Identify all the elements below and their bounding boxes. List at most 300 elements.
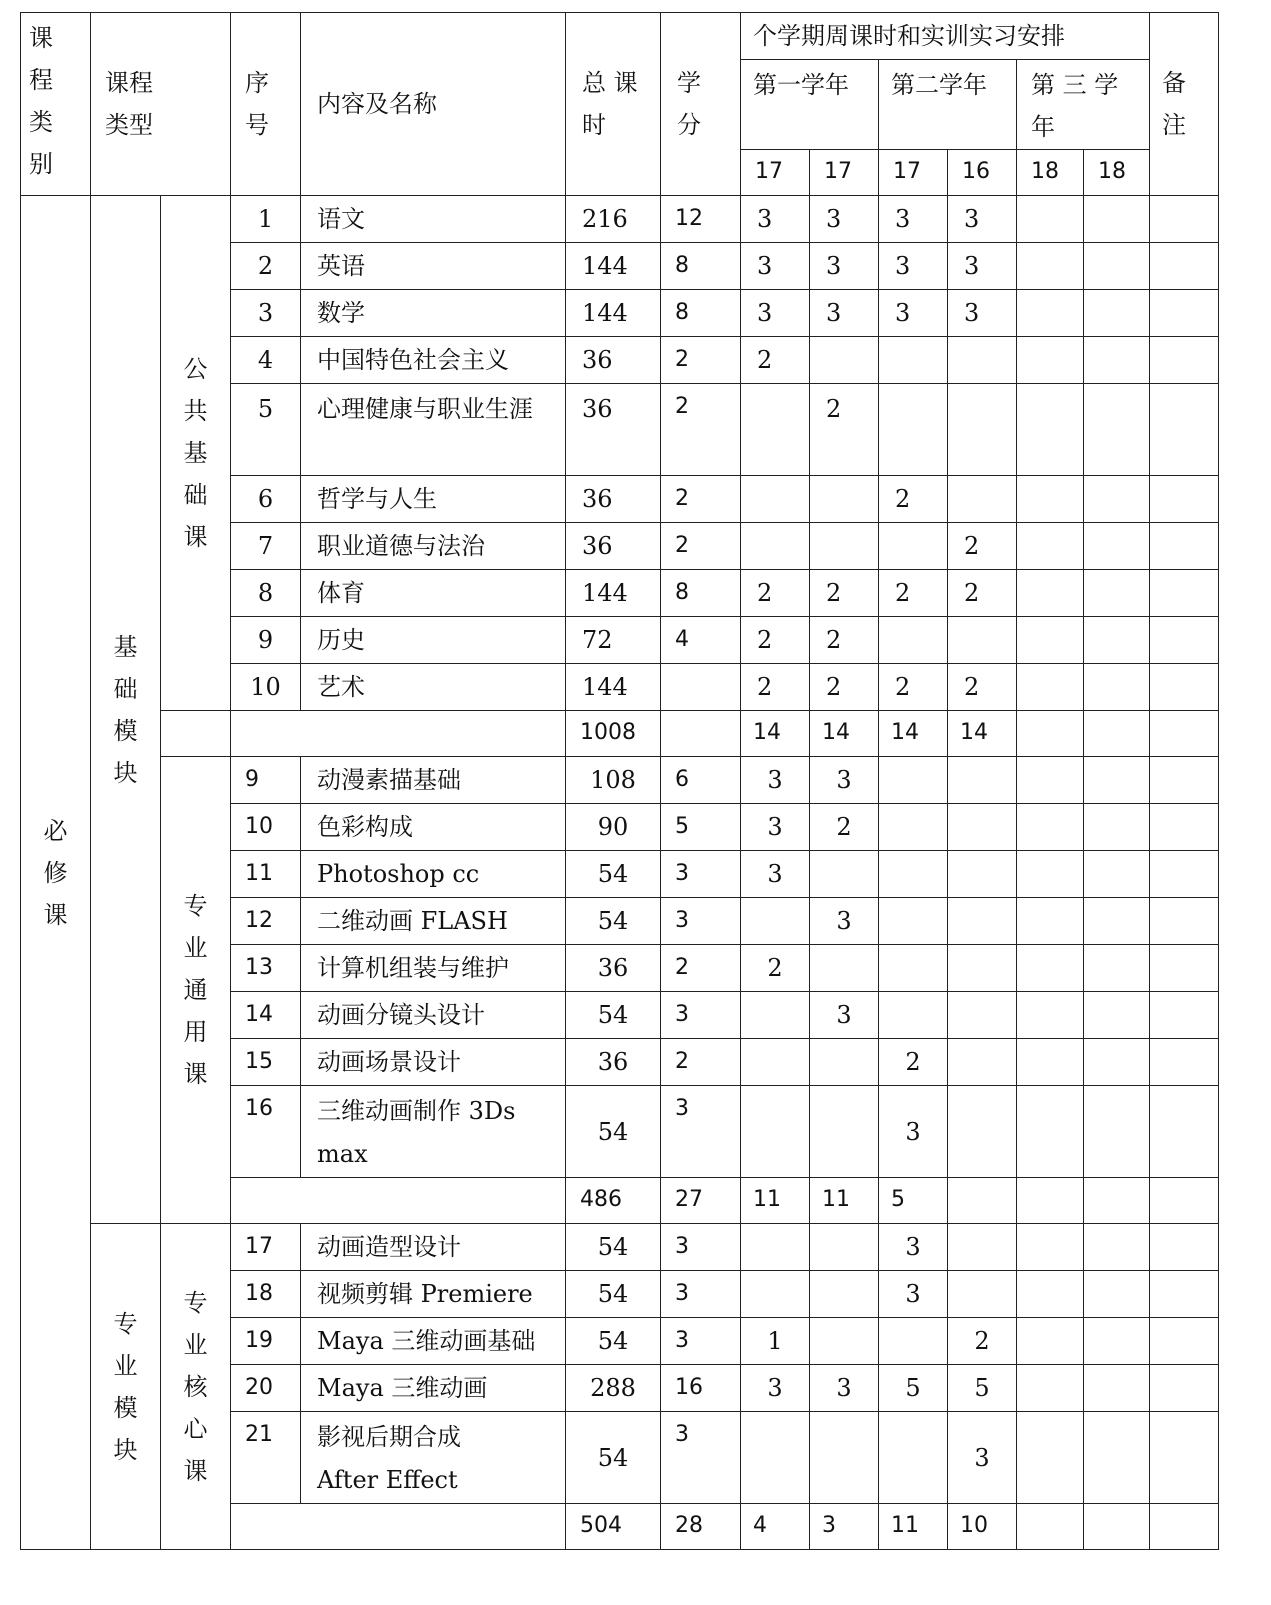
course-remarks <box>1150 804 1219 851</box>
course-name: 动画场景设计 <box>301 1039 566 1086</box>
course-row <box>21 196 1219 243</box>
semester-hours-4 <box>948 851 1017 898</box>
semester-hours-3 <box>879 1412 948 1504</box>
semester-hours-2 <box>810 1224 879 1271</box>
course-remarks <box>1150 570 1219 617</box>
semester-hours-2 <box>810 851 879 898</box>
subtotal-hours: 1008 <box>566 711 661 757</box>
course-remarks <box>1150 1365 1219 1412</box>
course-total-hours: 54 <box>566 1224 661 1271</box>
course-remarks <box>1150 851 1219 898</box>
required-course-label: 必 修 课 <box>21 196 91 1550</box>
semester-hours-4 <box>948 898 1017 945</box>
subtotal-semester-3: 14 <box>879 711 948 757</box>
header-year-2: 第二学年 <box>879 60 1017 150</box>
subtotal-semester-3: 5 <box>879 1178 948 1224</box>
semester-hours-6 <box>1084 1271 1150 1318</box>
course-credits: 4 <box>661 617 741 664</box>
subtotal-credits: 27 <box>661 1178 741 1224</box>
course-total-hours: 36 <box>566 384 661 476</box>
semester-hours-6 <box>1084 1412 1150 1504</box>
semester-hours-2: 2 <box>810 384 879 476</box>
semester-hours-4: 2 <box>948 570 1017 617</box>
course-seq: 9 <box>231 617 301 664</box>
semester-hours-6 <box>1084 664 1150 711</box>
course-name: 动画造型设计 <box>301 1224 566 1271</box>
course-seq: 7 <box>231 523 301 570</box>
course-seq: 13 <box>231 945 301 992</box>
course-name: Photoshop cc <box>301 851 566 898</box>
course-credits: 3 <box>661 851 741 898</box>
course-seq: 2 <box>231 243 301 290</box>
semester-hours-6 <box>1084 476 1150 523</box>
course-total-hours: 54 <box>566 1271 661 1318</box>
course-credits <box>661 664 741 711</box>
course-name: 体育 <box>301 570 566 617</box>
course-credits: 3 <box>661 1086 741 1178</box>
course-seq: 16 <box>231 1086 301 1178</box>
course-seq: 20 <box>231 1365 301 1412</box>
course-remarks <box>1150 384 1219 476</box>
semester-hours-1: 2 <box>741 617 810 664</box>
semester-hours-4 <box>948 1271 1017 1318</box>
semester-hours-5 <box>1017 1086 1084 1178</box>
semester-hours-5 <box>1017 1271 1084 1318</box>
semester-hours-3 <box>879 992 948 1039</box>
course-credits: 16 <box>661 1365 741 1412</box>
semester-hours-4 <box>948 1039 1017 1086</box>
header-seq: 序 号 <box>231 13 301 196</box>
semester-hours-1: 3 <box>741 243 810 290</box>
semester-hours-5 <box>1017 617 1084 664</box>
semester-hours-4 <box>948 1224 1017 1271</box>
course-total-hours: 72 <box>566 617 661 664</box>
course-remarks <box>1150 243 1219 290</box>
semester-hours-3 <box>879 1318 948 1365</box>
semester-hours-6 <box>1084 1039 1150 1086</box>
course-total-hours: 54 <box>566 1086 661 1178</box>
semester-hours-1: 3 <box>741 196 810 243</box>
semester-hours-5 <box>1017 804 1084 851</box>
subtotal-remarks <box>1150 711 1219 757</box>
course-remarks <box>1150 945 1219 992</box>
subtotal-label <box>231 1178 566 1224</box>
course-credits: 3 <box>661 1271 741 1318</box>
course-seq: 19 <box>231 1318 301 1365</box>
semester-hours-5 <box>1017 1318 1084 1365</box>
course-total-hours: 90 <box>566 804 661 851</box>
semester-hours-4: 5 <box>948 1365 1017 1412</box>
semester-hours-1 <box>741 1039 810 1086</box>
subtotal-hours: 486 <box>566 1178 661 1224</box>
course-row <box>21 757 1219 804</box>
semester-hours-1 <box>741 1224 810 1271</box>
semester-hours-3: 3 <box>879 1224 948 1271</box>
semester-hours-2: 3 <box>810 1365 879 1412</box>
course-credits: 6 <box>661 757 741 804</box>
semester-hours-2 <box>810 945 879 992</box>
semester-hours-2 <box>810 1086 879 1178</box>
course-credits: 2 <box>661 337 741 384</box>
semester-hours-4 <box>948 757 1017 804</box>
subtotal-semester-2: 14 <box>810 711 879 757</box>
semester-hours-6 <box>1084 945 1150 992</box>
course-remarks <box>1150 196 1219 243</box>
course-name: 艺术 <box>301 664 566 711</box>
semester-hours-4 <box>948 476 1017 523</box>
semester-hours-6 <box>1084 804 1150 851</box>
course-seq: 8 <box>231 570 301 617</box>
course-name: 三维动画制作 3Ds max <box>301 1086 566 1178</box>
semester-hours-2: 3 <box>810 898 879 945</box>
course-total-hours: 36 <box>566 476 661 523</box>
header-content: 内容及名称 <box>301 13 566 196</box>
semester-hours-6 <box>1084 992 1150 1039</box>
course-name: 语文 <box>301 196 566 243</box>
course-total-hours: 144 <box>566 664 661 711</box>
semester-hours-4: 3 <box>948 243 1017 290</box>
course-name: 动漫素描基础 <box>301 757 566 804</box>
semester-hours-4 <box>948 384 1017 476</box>
header-year-3: 第 三 学 年 <box>1017 60 1150 150</box>
course-name: Maya 三维动画基础 <box>301 1318 566 1365</box>
subtotal-credits: 28 <box>661 1504 741 1550</box>
semester-hours-2: 3 <box>810 992 879 1039</box>
course-seq: 21 <box>231 1412 301 1504</box>
course-name: 视频剪辑 Premiere <box>301 1271 566 1318</box>
semester-hours-3 <box>879 757 948 804</box>
semester-hours-6 <box>1084 851 1150 898</box>
header-week-3: 17 <box>879 150 948 196</box>
semester-hours-3 <box>879 617 948 664</box>
semester-hours-4 <box>948 945 1017 992</box>
semester-hours-4: 2 <box>948 523 1017 570</box>
course-credits: 5 <box>661 804 741 851</box>
course-name: 历史 <box>301 617 566 664</box>
semester-hours-1: 3 <box>741 851 810 898</box>
course-credits: 3 <box>661 1412 741 1504</box>
semester-hours-4: 3 <box>948 196 1017 243</box>
semester-hours-1 <box>741 1271 810 1318</box>
curriculum-sheet <box>20 12 1219 1550</box>
semester-hours-5 <box>1017 757 1084 804</box>
semester-hours-6 <box>1084 384 1150 476</box>
semester-hours-3: 3 <box>879 1086 948 1178</box>
subtotal-semester-6 <box>1084 1178 1150 1224</box>
course-credits: 12 <box>661 196 741 243</box>
subtotal-semester-5 <box>1017 711 1084 757</box>
course-credits: 8 <box>661 290 741 337</box>
professional-core-course-label: 专 业 核 心 课 <box>161 1224 231 1550</box>
semester-hours-1: 3 <box>741 1365 810 1412</box>
course-seq: 5 <box>231 384 301 476</box>
course-name: 计算机组装与维护 <box>301 945 566 992</box>
course-remarks <box>1150 617 1219 664</box>
course-row <box>21 1224 1219 1271</box>
course-total-hours: 216 <box>566 196 661 243</box>
course-total-hours: 108 <box>566 757 661 804</box>
semester-hours-5 <box>1017 664 1084 711</box>
course-credits: 3 <box>661 992 741 1039</box>
course-remarks <box>1150 290 1219 337</box>
curriculum-table <box>20 12 1219 1550</box>
semester-hours-5 <box>1017 337 1084 384</box>
header-schedule: 个学期周课时和实训实习安排 <box>741 13 1150 60</box>
semester-hours-5 <box>1017 476 1084 523</box>
semester-hours-2: 3 <box>810 243 879 290</box>
subtotal-semester-1: 14 <box>741 711 810 757</box>
course-total-hours: 144 <box>566 570 661 617</box>
semester-hours-4 <box>948 804 1017 851</box>
semester-hours-5 <box>1017 384 1084 476</box>
semester-hours-3: 2 <box>879 570 948 617</box>
course-seq: 10 <box>231 804 301 851</box>
course-seq: 12 <box>231 898 301 945</box>
course-credits: 2 <box>661 523 741 570</box>
public-basic-course-label: 公 共 基 础 课 <box>161 196 231 711</box>
course-seq: 1 <box>231 196 301 243</box>
course-total-hours: 36 <box>566 337 661 384</box>
professional-general-course-label: 专 业 通 用 课 <box>161 757 231 1224</box>
course-total-hours: 288 <box>566 1365 661 1412</box>
header-course-type: 课程 类型 <box>91 13 231 196</box>
course-seq: 9 <box>231 757 301 804</box>
semester-hours-2: 2 <box>810 570 879 617</box>
course-name: 职业道德与法治 <box>301 523 566 570</box>
course-total-hours: 144 <box>566 290 661 337</box>
semester-hours-2: 3 <box>810 196 879 243</box>
course-name: 中国特色社会主义 <box>301 337 566 384</box>
header-week-4: 16 <box>948 150 1017 196</box>
course-seq: 11 <box>231 851 301 898</box>
subtotal-semester-2: 11 <box>810 1178 879 1224</box>
semester-hours-2: 2 <box>810 664 879 711</box>
semester-hours-6 <box>1084 898 1150 945</box>
semester-hours-1 <box>741 1086 810 1178</box>
semester-hours-3: 3 <box>879 196 948 243</box>
semester-hours-3 <box>879 851 948 898</box>
semester-hours-6 <box>1084 290 1150 337</box>
course-name: 影视后期合成 After Effect <box>301 1412 566 1504</box>
course-total-hours: 54 <box>566 1318 661 1365</box>
course-total-hours: 54 <box>566 898 661 945</box>
semester-hours-6 <box>1084 337 1150 384</box>
header-week-1: 17 <box>741 150 810 196</box>
course-remarks <box>1150 1412 1219 1504</box>
subtotal-semester-6 <box>1084 711 1150 757</box>
course-credits: 8 <box>661 570 741 617</box>
course-seq: 10 <box>231 664 301 711</box>
semester-hours-2 <box>810 1318 879 1365</box>
semester-hours-6 <box>1084 617 1150 664</box>
semester-hours-4 <box>948 1086 1017 1178</box>
semester-hours-5 <box>1017 1412 1084 1504</box>
subtotal-semester-5 <box>1017 1178 1084 1224</box>
semester-hours-6 <box>1084 196 1150 243</box>
semester-hours-1 <box>741 992 810 1039</box>
semester-hours-1: 3 <box>741 757 810 804</box>
subtotal-semester-6 <box>1084 1504 1150 1550</box>
course-remarks <box>1150 1224 1219 1271</box>
semester-hours-5 <box>1017 570 1084 617</box>
semester-hours-2 <box>810 1412 879 1504</box>
public-subtotal-spacer <box>161 711 231 757</box>
course-remarks <box>1150 337 1219 384</box>
semester-hours-1 <box>741 476 810 523</box>
semester-hours-4: 3 <box>948 1412 1017 1504</box>
semester-hours-5 <box>1017 1039 1084 1086</box>
course-name: 哲学与人生 <box>301 476 566 523</box>
header-credits: 学 分 <box>661 13 741 196</box>
semester-hours-1: 3 <box>741 290 810 337</box>
semester-hours-5 <box>1017 992 1084 1039</box>
header-course-category: 课 程 类 别 <box>21 13 91 196</box>
semester-hours-5 <box>1017 523 1084 570</box>
semester-hours-3 <box>879 898 948 945</box>
semester-hours-2 <box>810 1039 879 1086</box>
course-credits: 2 <box>661 384 741 476</box>
semester-hours-3: 3 <box>879 290 948 337</box>
course-name: 心理健康与职业生涯 <box>301 384 566 476</box>
subtotal-label <box>231 711 566 757</box>
course-total-hours: 36 <box>566 523 661 570</box>
professional-module-label: 专 业 模 块 <box>91 1224 161 1550</box>
course-remarks <box>1150 757 1219 804</box>
semester-hours-6 <box>1084 523 1150 570</box>
course-credits: 8 <box>661 243 741 290</box>
semester-hours-2 <box>810 1271 879 1318</box>
semester-hours-1: 2 <box>741 337 810 384</box>
header-week-5: 18 <box>1017 150 1084 196</box>
semester-hours-5 <box>1017 243 1084 290</box>
header-year-1: 第一学年 <box>741 60 879 150</box>
semester-hours-2 <box>810 476 879 523</box>
semester-hours-2: 3 <box>810 757 879 804</box>
subtotal-semester-4: 14 <box>948 711 1017 757</box>
course-name: 色彩构成 <box>301 804 566 851</box>
semester-hours-5 <box>1017 1224 1084 1271</box>
semester-hours-1 <box>741 1412 810 1504</box>
semester-hours-2: 2 <box>810 617 879 664</box>
semester-hours-2 <box>810 337 879 384</box>
semester-hours-3 <box>879 384 948 476</box>
semester-hours-1: 1 <box>741 1318 810 1365</box>
course-name: 二维动画 FLASH <box>301 898 566 945</box>
semester-hours-1 <box>741 898 810 945</box>
subtotal-semester-1: 11 <box>741 1178 810 1224</box>
header-week-6: 18 <box>1084 150 1150 196</box>
course-remarks <box>1150 1271 1219 1318</box>
semester-hours-1: 2 <box>741 945 810 992</box>
subtotal-credits <box>661 711 741 757</box>
semester-hours-3: 5 <box>879 1365 948 1412</box>
semester-hours-5 <box>1017 898 1084 945</box>
course-credits: 2 <box>661 476 741 523</box>
semester-hours-6 <box>1084 757 1150 804</box>
semester-hours-2: 3 <box>810 290 879 337</box>
course-seq: 3 <box>231 290 301 337</box>
semester-hours-2 <box>810 523 879 570</box>
course-credits: 3 <box>661 898 741 945</box>
course-total-hours: 54 <box>566 851 661 898</box>
semester-hours-1 <box>741 523 810 570</box>
semester-hours-1 <box>741 384 810 476</box>
course-remarks <box>1150 664 1219 711</box>
header-remarks: 备 注 <box>1150 13 1219 196</box>
semester-hours-5 <box>1017 851 1084 898</box>
subtotal-label <box>231 1504 566 1550</box>
basic-module-label: 基 础 模 块 <box>91 196 161 1224</box>
header-total-hours: 总 课 时 <box>566 13 661 196</box>
course-credits: 2 <box>661 945 741 992</box>
semester-hours-6 <box>1084 570 1150 617</box>
course-name: 动画分镜头设计 <box>301 992 566 1039</box>
course-remarks <box>1150 1086 1219 1178</box>
course-name: Maya 三维动画 <box>301 1365 566 1412</box>
semester-hours-3: 2 <box>879 664 948 711</box>
semester-hours-3 <box>879 337 948 384</box>
course-total-hours: 54 <box>566 1412 661 1504</box>
semester-hours-6 <box>1084 1086 1150 1178</box>
course-remarks <box>1150 1039 1219 1086</box>
semester-hours-6 <box>1084 1224 1150 1271</box>
semester-hours-6 <box>1084 1318 1150 1365</box>
header-week-2: 17 <box>810 150 879 196</box>
course-seq: 18 <box>231 1271 301 1318</box>
course-remarks <box>1150 992 1219 1039</box>
course-seq: 6 <box>231 476 301 523</box>
semester-hours-5 <box>1017 196 1084 243</box>
semester-hours-6 <box>1084 1365 1150 1412</box>
semester-hours-3: 2 <box>879 476 948 523</box>
course-total-hours: 36 <box>566 1039 661 1086</box>
subtotal-semester-5 <box>1017 1504 1084 1550</box>
subtotal-semester-4: 10 <box>948 1504 1017 1550</box>
semester-hours-4: 3 <box>948 290 1017 337</box>
semester-hours-6 <box>1084 243 1150 290</box>
course-credits: 2 <box>661 1039 741 1086</box>
subtotal-hours: 504 <box>566 1504 661 1550</box>
semester-hours-5 <box>1017 1365 1084 1412</box>
course-name: 数学 <box>301 290 566 337</box>
subtotal-row <box>21 711 1219 757</box>
semester-hours-3: 2 <box>879 1039 948 1086</box>
course-total-hours: 54 <box>566 992 661 1039</box>
course-name: 英语 <box>301 243 566 290</box>
course-remarks <box>1150 1318 1219 1365</box>
subtotal-remarks <box>1150 1504 1219 1550</box>
course-seq: 4 <box>231 337 301 384</box>
semester-hours-4: 2 <box>948 664 1017 711</box>
semester-hours-3 <box>879 804 948 851</box>
semester-hours-4 <box>948 337 1017 384</box>
semester-hours-5 <box>1017 945 1084 992</box>
course-remarks <box>1150 898 1219 945</box>
subtotal-remarks <box>1150 1178 1219 1224</box>
subtotal-semester-2: 3 <box>810 1504 879 1550</box>
subtotal-semester-4 <box>948 1178 1017 1224</box>
course-remarks <box>1150 523 1219 570</box>
subtotal-semester-1: 4 <box>741 1504 810 1550</box>
subtotal-semester-3: 11 <box>879 1504 948 1550</box>
semester-hours-3: 3 <box>879 1271 948 1318</box>
semester-hours-4: 2 <box>948 1318 1017 1365</box>
semester-hours-2: 2 <box>810 804 879 851</box>
course-remarks <box>1150 476 1219 523</box>
course-credits: 3 <box>661 1318 741 1365</box>
semester-hours-4 <box>948 992 1017 1039</box>
semester-hours-1: 2 <box>741 664 810 711</box>
